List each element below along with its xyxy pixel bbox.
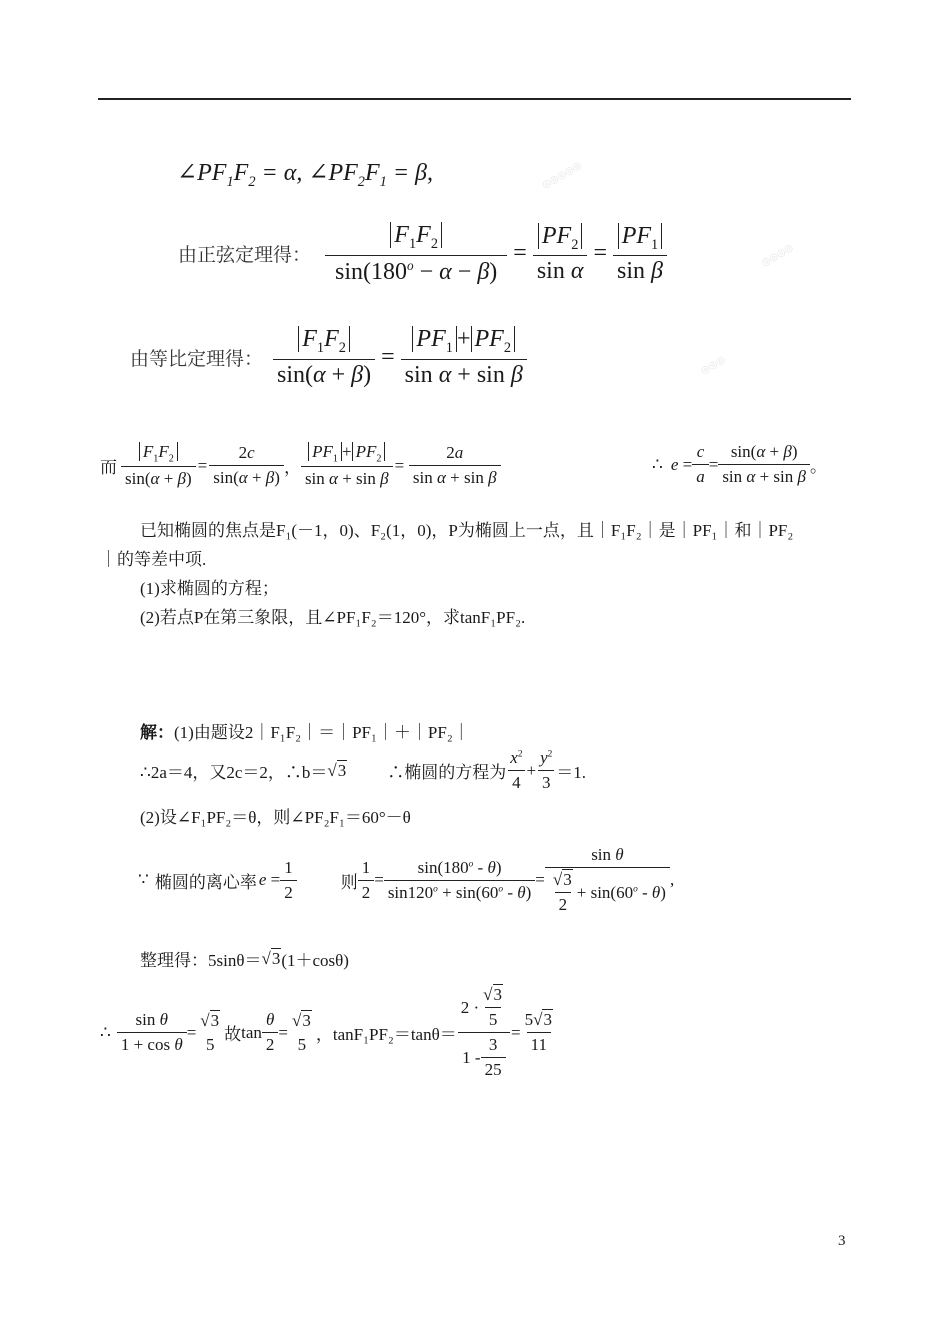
fraction: 2 · $\frac{√3}{5}$ 1 - $\frac{3}{25}$: [457, 985, 511, 1080]
fraction: sin θ $\frac{√3}{2}$ + $\sin(60^o - \theta)$: [545, 845, 670, 915]
fraction: $\frac{2c}{\sin(\alpha + \beta)}$: [209, 443, 284, 488]
fraction: $\frac{PF_1 + PF_2}{\text{sin α + sin β}}$: [301, 442, 393, 489]
page-number: 3: [838, 1233, 846, 1249]
fraction: $\frac{PF_2}{\text{sin α}}$: [533, 223, 588, 286]
sine-rule-label: 由正弦定理得：: [178, 244, 312, 267]
derivation-line: 而 $\frac{F_1F_2}{\sin(\alpha + \beta)}$ = $\frac{2c}{\sin(\alpha + \beta)}$ ， $\frac{PF_1 + PF_2}{\text{sin α + sin β}}$ = $\frac{2a}{\text{sin α + sin β}}$: [100, 442, 503, 489]
fraction: $\frac{√3}{5}$: [483, 985, 503, 1029]
fraction: $\frac{\text{sin θ}}{\text{1 + cos θ}}$: [117, 1010, 187, 1055]
sine-rule-line: 由正弦定理得： $\frac{F_1F_2}{\sin(180^o - \alpha - \beta)}$ = $\frac{PF_2}{\text{sin α}}$ = $\frac{PF_1}{\text{sin β}}$: [178, 222, 667, 286]
watermark: ◎◎◎: [699, 354, 728, 377]
fraction: $\frac{c}{a}$: [692, 442, 709, 487]
solution-label: 解：: [140, 723, 174, 742]
fraction: $\frac{\sin(\alpha + \beta)}{\text{sin α + sin β}}$: [718, 442, 810, 487]
separator: ，: [283, 458, 301, 478]
solution-step6-line: ∴ $\frac{\text{sin θ}}{\text{1 + cos θ}}$ = √3 5 故 tan $\frac{\theta}{2}$ = √3 5 ，tanF₁PF₂＝tanθ＝ 2 · $\frac{√3}{5}$ 1 - $\frac{3}{25}$ = $\frac{5√3}{11}$: [100, 985, 557, 1080]
fraction: $\frac{2a}{\text{sin α + sin β}}$: [406, 443, 503, 488]
eccentricity-result: ∴ e = $\frac{c}{a}$ = $\frac{\sin(\alpha + \beta)}{\text{sin α + sin β}}$ 。: [652, 442, 827, 486]
therefore-symbol: ∴: [100, 1022, 111, 1042]
fraction: $\frac{y^2}{3}$: [536, 748, 556, 793]
solution-step5: 整理得：5sinθ＝: [140, 951, 262, 970]
problem-statement-line2: ｜的等差中项.: [100, 550, 207, 569]
solution-step2a: ∴2a＝4，又2c＝2，∴b＝: [140, 763, 328, 782]
fraction: $\frac{√3}{2}$: [552, 870, 572, 914]
because-symbol: ∵: [138, 870, 149, 889]
fraction: $\frac{PF_1 + PF_2}{\text{sin α + sin β}}$: [401, 326, 527, 389]
derivation-lead: 而: [100, 458, 117, 478]
solution-step4b: 椭圆的离心率: [154, 872, 257, 892]
solution-step1-line: [140, 718, 470, 743]
fraction: $\frac{F_1F_2}{\sin(\alpha + \beta)}$: [273, 326, 375, 389]
fraction: √3 5: [200, 1010, 220, 1054]
fraction: $\frac{1}{2}$: [280, 858, 297, 903]
solution-step4-line: ∵ 椭圆的离心率 e = $\frac{1}{2}$ 则 $\frac{1}{2}$ = $\frac{\sin(180^o - \theta)}{\sin 120^o + \sin(60^o - \theta)}$ = sin θ $\frac{√3}{2}$ + $\sin(60^o - \theta)$ ,: [138, 845, 675, 914]
problem-part2: (2)若点P在第三象限，且∠PF₁F₂＝120°，求tanF₁PF₂.: [140, 608, 526, 627]
solution-step2-line: ∴2a＝4，又2c＝2，∴b＝ √3 ∴椭圆的方程为 $\frac{x^2}{4}$ + $\frac{y^2}{3}$ ＝1.: [140, 748, 587, 792]
solution-step6c: ，tanF₁PF₂＝tanθ＝: [315, 1025, 457, 1044]
header-rule: [98, 98, 851, 100]
solution-step4c: 则: [340, 872, 358, 892]
ratio-rule-line: 由等比定理得： $\frac{F_1F_2}{\sin(\alpha + \beta)}$ = $\frac{PF_1 + PF_2}{\text{sin α + sin β}}$: [130, 326, 527, 389]
fraction: $\frac{F_1F_2}{\sin(\alpha + \beta)}$: [121, 442, 196, 489]
watermark: ◎◎◎◎◎: [540, 159, 584, 192]
fraction: $\frac{x^2}{4}$: [506, 748, 526, 793]
therefore-symbol: ∴: [652, 454, 663, 474]
fraction: $\frac{1}{2}$: [358, 858, 375, 903]
solution-step2b: ∴椭圆的方程为: [387, 763, 507, 782]
solution-step1: (1)由题设2｜F₁F₂｜＝｜PF₁｜＋｜PF₂｜: [174, 723, 470, 742]
ratio-rule-label: 由等比定理得：: [130, 347, 264, 370]
solution-step6b: 故: [224, 1025, 242, 1044]
fraction: $\frac{\sin(180^o - \theta)}{\sin 120^o + \sin(60^o - \theta)}$: [384, 858, 535, 903]
problem-statement-line1: 已知椭圆的焦点是F₁(－1，0)、F₂(1，0)，P为椭圆上一点，且｜F₁F₂｜是｜PF₁｜和｜PF₂: [140, 521, 794, 540]
fraction: $\frac{3}{25}$: [481, 1035, 506, 1080]
solution-step3: (2)设∠F₁PF₂＝θ，则∠PF₂F₁＝60°－θ: [140, 808, 411, 827]
end-mark: 。: [810, 457, 827, 476]
sqrt-3: √3: [327, 760, 347, 780]
fraction: $\frac{5√3}{11}$: [524, 1010, 552, 1054]
fraction: √3 5: [292, 1010, 311, 1054]
angle-definition-line: $\angle PF_1F_2 = \alpha$, $\angle PF_2F_1 = \beta$,: [177, 160, 433, 190]
fraction: $\frac{F_1F_2}{\sin(180^o - \alpha - \beta)}$: [325, 222, 507, 286]
watermark: ◎◎◎◎: [759, 242, 796, 269]
problem-part1: (1)求椭圆的方程；: [140, 579, 279, 598]
fraction: $\frac{\theta}{2}$: [262, 1010, 279, 1055]
solution-step5-tail: (1＋cosθ): [281, 951, 349, 970]
fraction: $\frac{PF_1}{\text{sin β}}$: [613, 223, 667, 286]
sqrt-3: √3: [261, 948, 281, 968]
solution-step5-line: [140, 946, 349, 971]
solution-step2c: ＝1.: [556, 763, 587, 782]
